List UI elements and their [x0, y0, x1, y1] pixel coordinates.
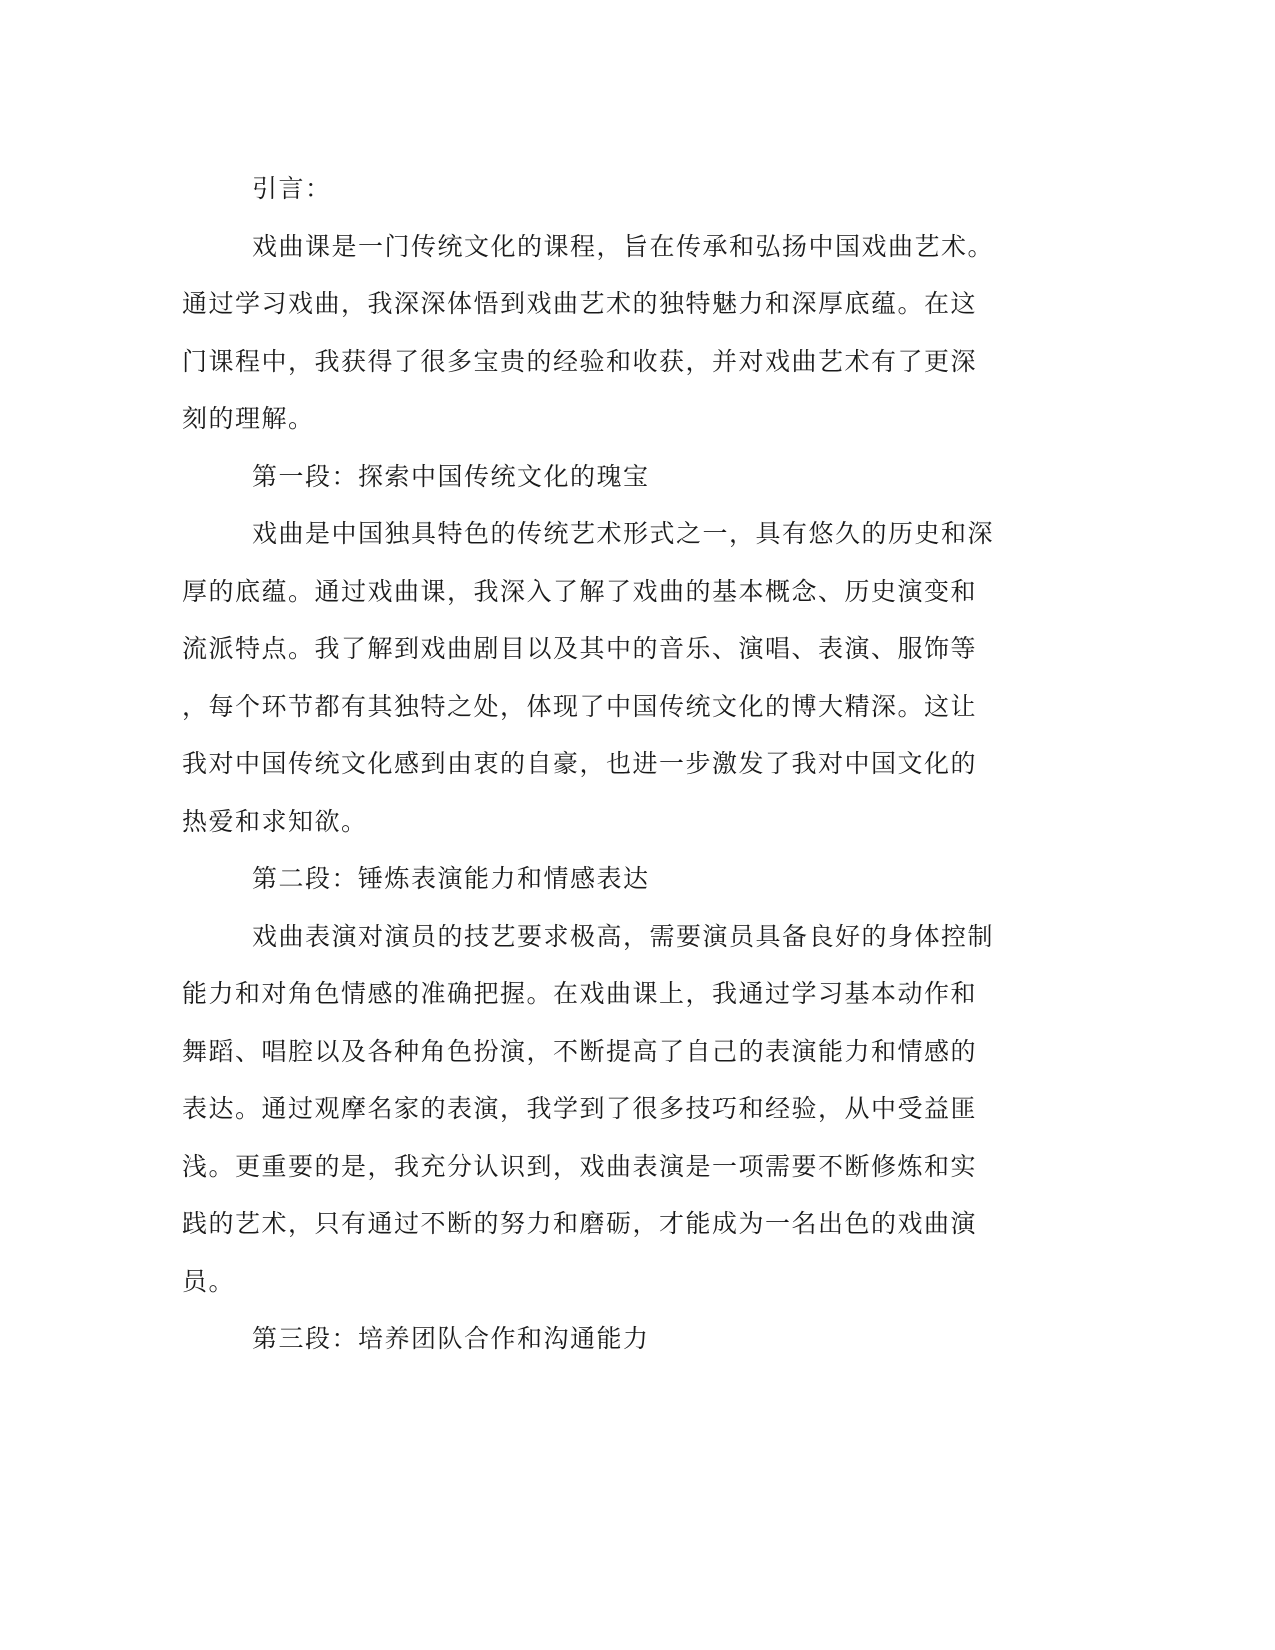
section-1-paragraph-line: 戏曲是中国独具特色的传统艺术形式之一，具有悠久的历史和深 — [252, 519, 995, 548]
intro-heading: 引言： — [252, 174, 332, 203]
intro-paragraph-line: 门课程中，我获得了很多宝贵的经验和收获，并对戏曲艺术有了更深 — [182, 346, 978, 376]
section-2-paragraph-line: 践的艺术，只有通过不断的努力和磨砺，才能成为一名出色的戏曲演 — [182, 1209, 978, 1238]
section-1-paragraph-line: 热爱和求知欲。 — [182, 806, 368, 836]
section-3-heading: 第三段：培养团队合作和沟通能力 — [252, 1324, 650, 1353]
section-2-paragraph-line: 戏曲表演对演员的技艺要求极高，需要演员具备良好的身体控制 — [252, 921, 995, 951]
section-2-paragraph-line: 舞蹈、唱腔以及各种角色扮演，不断提高了自己的表演能力和情感的 — [182, 1036, 978, 1066]
section-1-paragraph-line: ，每个环节都有其独特之处，体现了中国传统文化的博大精深。这让 — [182, 691, 978, 721]
section-2-heading: 第二段：锤炼表演能力和情感表达 — [252, 864, 650, 893]
document-body — [182, 160, 1032, 1368]
section-2-paragraph-line: 浅。更重要的是，我充分认识到，戏曲表演是一项需要不断修炼和实 — [182, 1151, 978, 1181]
intro-paragraph-line: 戏曲课是一门传统文化的课程，旨在传承和弘扬中国戏曲艺术。 — [252, 231, 995, 261]
section-2-paragraph-line: 员。 — [182, 1266, 236, 1296]
section-2-paragraph-line: 表达。通过观摩名家的表演，我学到了很多技巧和经验，从中受益匪 — [182, 1094, 978, 1123]
section-1-paragraph-line: 我对中国传统文化感到由衷的自豪，也进一步激发了我对中国文化的 — [182, 749, 978, 778]
intro-paragraph-line: 刻的理解。 — [182, 404, 315, 433]
intro-paragraph-line: 通过学习戏曲，我深深体悟到戏曲艺术的独特魅力和深厚底蕴。在这 — [182, 289, 978, 318]
section-1-paragraph-line: 厚的底蕴。通过戏曲课，我深入了解了戏曲的基本概念、历史演变和 — [182, 576, 978, 606]
section-2-paragraph-line: 能力和对角色情感的准确把握。在戏曲课上，我通过学习基本动作和 — [182, 979, 978, 1008]
section-1-heading: 第一段：探索中国传统文化的瑰宝 — [252, 461, 650, 491]
section-1-paragraph-line: 流派特点。我了解到戏曲剧目以及其中的音乐、演唱、表演、服饰等 — [182, 634, 978, 663]
